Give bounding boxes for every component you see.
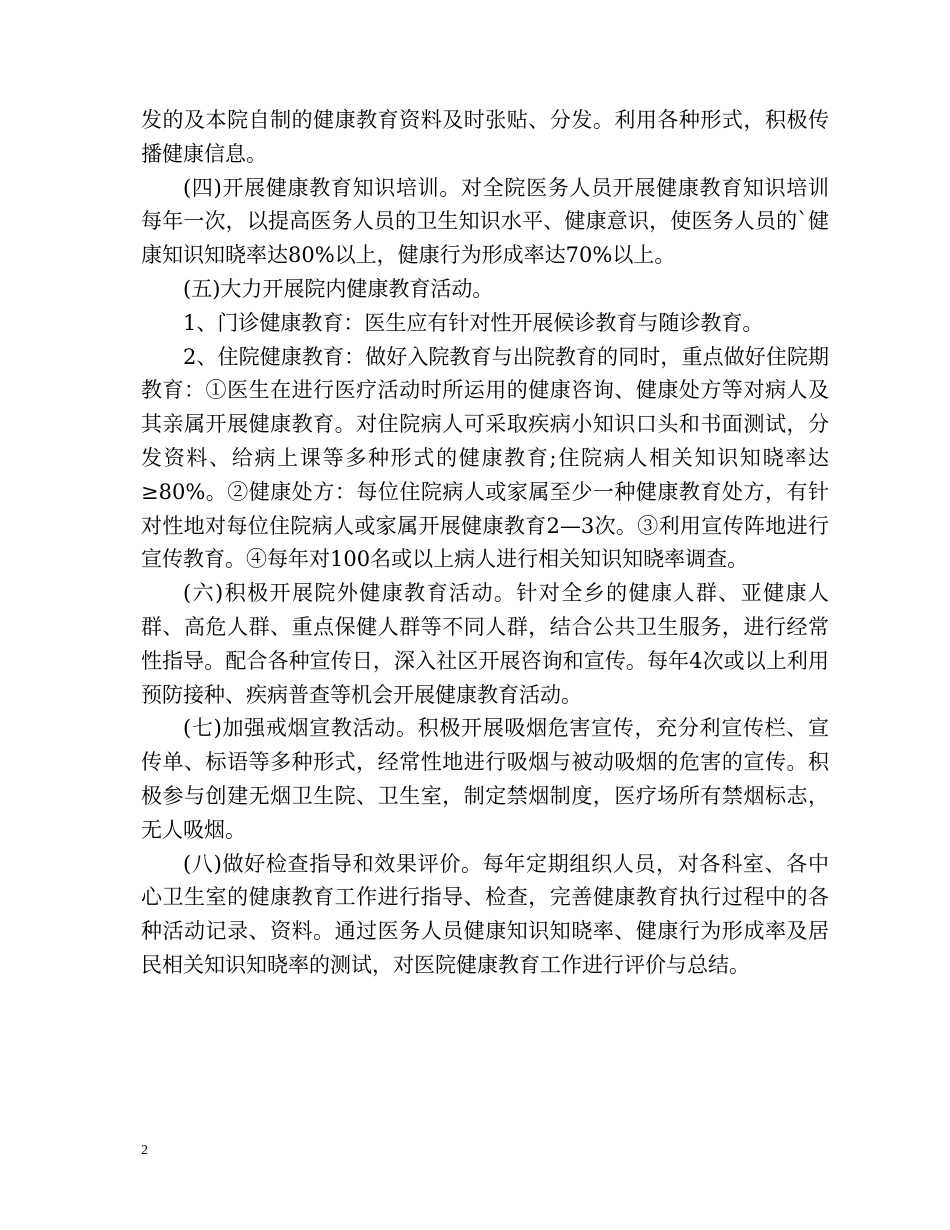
paragraph-section-8-evaluation: (八)做好检查指导和效果评价。每年定期组织人员，对各科室、各中心卫生室的健康教育工作进行指导、检查，完善健康教育执行过程中的各种活动记录、资料。通过医务人员健康知识知晓率、健康行为形成率及居民相关知识知晓率的测试，对医院健康教育工作进行评价与总结。 [141, 851, 829, 977]
paragraph-section-7-smoking: (七)加强戒烟宣教活动。积极开展吸烟危害宣传，充分利宣传栏、宣传单、标语等多种形式，经常性地进行吸烟与被动吸烟的危害的宣传。积极参与创建无烟卫生院、卫生室，制定禁烟制度，医疗场所有禁烟标志，无人吸烟。 [141, 716, 829, 842]
page-number: 2 [141, 1143, 148, 1158]
document-body [141, 104, 829, 983]
paragraph-section-5-heading: (五)大力开展院内健康教育活动。 [183, 276, 494, 301]
paragraph-section-4-training: (四)开展健康教育知识培训。对全院医务人员开展健康教育知识培训每年一次，以提高医务人员的卫生知识水平、健康意识，使医务人员的`健康知识知晓率达80%以上，健康行为形成率达70%以上。 [141, 175, 829, 268]
paragraph-section-6-outreach: (六)积极开展院外健康教育活动。针对全乡的健康人群、亚健康人群、高危人群、重点保健人群等不同人群，结合公共卫生服务，进行经常性指导。配合各种宣传日，深入社区开展咨询和宣传。每年4次或以上利用预防接种、疾病普查等机会开展健康教育活动。 [141, 581, 829, 707]
paragraph-outpatient-education: 1、门诊健康教育：医生应有针对性开展候诊教育与随诊教育。 [183, 310, 764, 335]
paragraph-inpatient-education: 2、住院健康教育：做好入院教育与出院教育的同时，重点做好住院期教育：①医生在进行医疗活动时所运用的健康咨询、健康处方等对病人及其亲属开展健康教育。对住院病人可采取疾病小知识口头和书面测试，分发资料、给病上课等多种形式的健康教育;住院病人相关知识知晓率达≥80%。②健康处方：每位住院病人或家属至少一种健康教育处方，有针对性地对每位住院病人或家属开展健康教育2—3次。③利用宣传阵地进行宣传教育。④每年对100名或以上病人进行相关知识知晓率调查。 [141, 344, 829, 572]
paragraph-continuation: 发的及本院自制的健康教育资料及时张贴、分发。利用各种形式，积极传播健康信息。 [141, 108, 829, 166]
